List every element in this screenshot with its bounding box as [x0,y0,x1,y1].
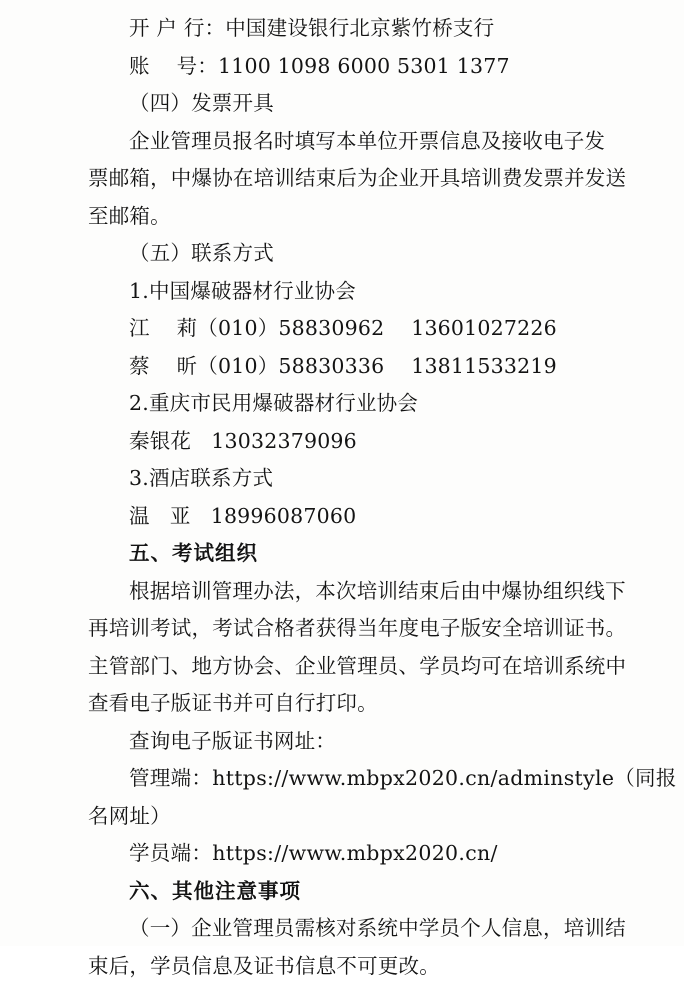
text-line-contact-person-2: 蔡 昕（010）58830336 13811533219 [88,348,648,386]
text-line-exam-p1: 根据培训管理办法，本次培训结束后由中爆协组织线下 [88,573,648,611]
text-line-contact-org-1: 1.中国爆破器材行业协会 [88,273,648,311]
document-body [88,10,648,985]
text-line-contact-person-3: 秦银花 13032379096 [88,423,648,461]
heading-five: 五、考试组织 [88,535,648,573]
text-line-cert-url-admin-cont: 名网址） [88,798,648,836]
heading-six: 六、其他注意事项 [88,873,648,911]
text-line-contact-person-1: 江 莉（010）58830962 13601027226 [88,310,648,348]
text-line-invoice-p1: 企业管理员报名时填写本单位开票信息及接收电子发 [88,123,648,161]
text-line-cert-url-intro: 查询电子版证书网址： [88,723,648,761]
text-line-contact-org-2: 2.重庆市民用爆破器材行业协会 [88,385,648,423]
text-line-exam-p2: 再培训考试，考试合格者获得当年度电子版安全培训证书。 [88,610,648,648]
text-line-cert-url-admin: 管理端：https://www.mbpx2020.cn/adminstyle（同报 [88,760,648,798]
text-line-bank-account: 账 号：1100 1098 6000 5301 1377 [88,48,648,86]
text-line-contact-person-4: 温 亚 18996087060 [88,498,648,536]
text-line-section-4-title: （四）发票开具 [88,85,648,123]
text-line-bank-name: 开 户 行：中国建设银行北京紫竹桥支行 [88,10,648,48]
text-line-notes-p1: （一）企业管理员需核对系统中学员个人信息，培训结 [88,910,648,948]
text-line-exam-p4: 查看电子版证书并可自行打印。 [88,685,648,723]
text-line-section-5-title: （五）联系方式 [88,235,648,273]
text-line-contact-org-3: 3.酒店联系方式 [88,460,648,498]
text-line-exam-p3: 主管部门、地方协会、企业管理员、学员均可在培训系统中 [88,648,648,686]
text-line-cert-url-student: 学员端：https://www.mbpx2020.cn/ [88,835,648,873]
text-line-invoice-p3: 至邮箱。 [88,198,648,236]
text-line-notes-p2: 束后，学员信息及证书信息不可更改。 [88,948,648,985]
text-line-invoice-p2: 票邮箱，中爆协在培训结束后为企业开具培训费发票并发送 [88,160,648,198]
